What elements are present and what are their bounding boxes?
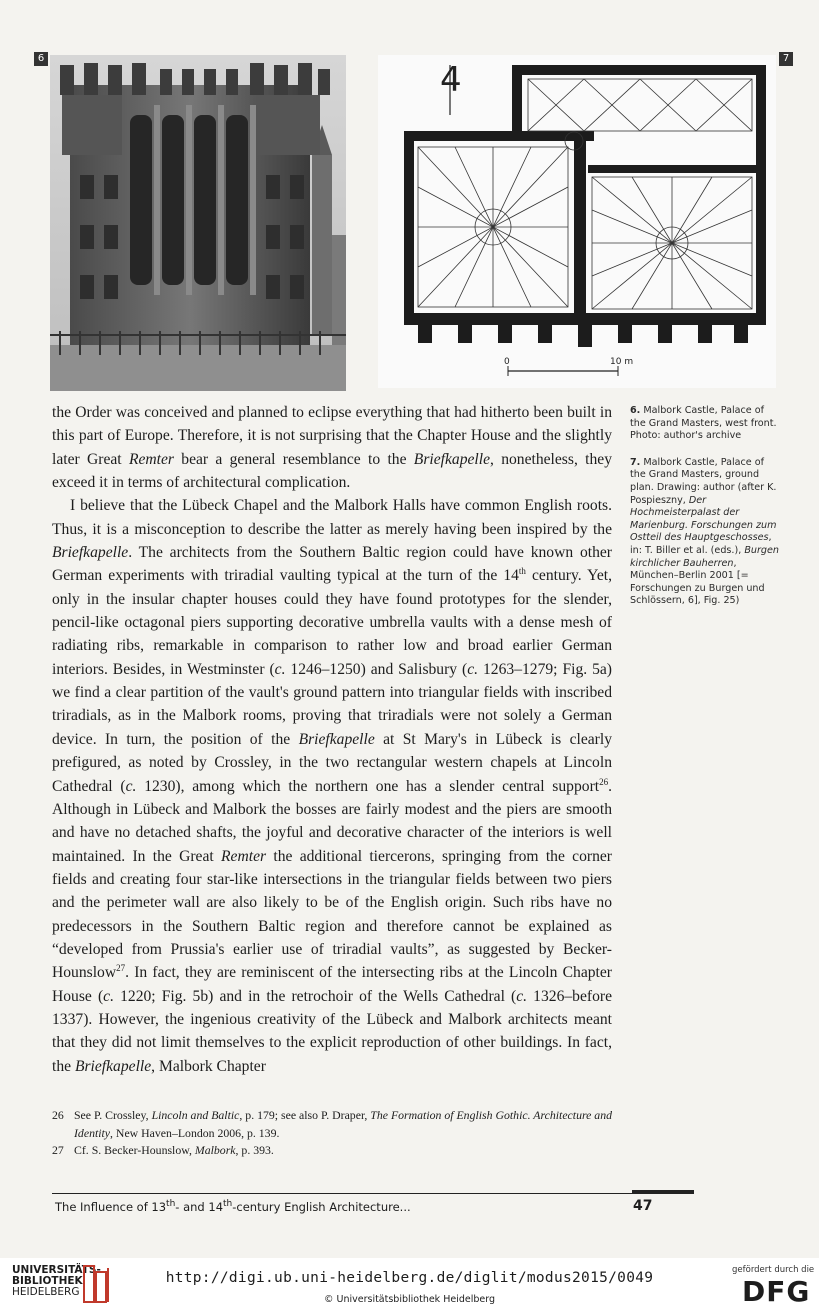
caption-text: , in: T. Biller et al. (eds.), [630,532,772,556]
copyright-notice: © Universitätsbibliothek Heidelberg [323,1294,495,1305]
library-name-line: BIBLIOTHEK [12,1275,83,1287]
footnote-text: See P. Crossley, Lincoln and Baltic, p. 179; see also P. Draper, The Formation of English Gothic. Architecture and Identity, New Haven–London 2006, p. 139. [74,1108,613,1140]
caption-text: Malbork Castle, Palace of the Grand Masters, ground plan. Drawing: author (after K. Pospieszny, [630,456,777,506]
figure-6-badge: 6 [34,52,48,66]
figure-7-badge: 7 [779,52,793,66]
caption-number: 6. [630,405,641,416]
scale-ten-label: 10 m [610,357,634,367]
funding-note: gefördert durch die [732,1265,815,1275]
caption-text: , München–Berlin 2001 [= Forschungen zu Burgen und Schlössern, 6], Fig. 25) [630,557,765,607]
paragraph-1: the Order was conceived and planned to eclipse everything that had hitherto been built in this part of Europe. Therefore, it is not surprising that the Chapter House and the slightly later Great Remter bear a general resemblance to the Briefkapelle, nonetheless, they exceed it in terms of architectural complication. [52,404,612,492]
footer-rule-accent [632,1190,694,1193]
footnote-ref-27[interactable]: 27 [116,963,126,974]
running-footer-title: The Influence of 13th- and 14th-century English Architecture... [55,1199,411,1214]
footnote-26 [52,1107,612,1142]
caption-title-italic: Burgen kirchlicher Bauherren [630,544,779,569]
footnotes [52,1107,612,1160]
caption-fig-7 [630,457,780,608]
footnote-number: 27 [52,1143,64,1157]
library-city: HEIDELBERG [12,1286,80,1298]
north-arrow-label: 4 [440,60,462,100]
ground-plan-drawing [378,55,776,388]
footnote-27 [52,1142,612,1160]
scale-zero-label: 0 [504,357,510,367]
paragraph-2: I believe that the Lübeck Chapel and the Malbork Halls have common English roots. Thus, it is a misconception to describe the latter as merely having been inspired by the Briefkapelle. The architects from the Southern Baltic region could have known other German experiments with triradial vaulting typical at the turn of the 14th century. Yet, only in the insular chapter houses could they have found prototypes for the slender, pencil-like octagonal piers supporting decorative umbrella vaults with a dense mesh of radiating ribs, remarkable in comparison to rather low and broad earlier German interiors. Besides, in Westminster (c. 1246–1250) and Salisbury (c. 1263–1279; Fig. 5a) we find a clear partition of the vault's ground pattern into triangular fields with inscribed triradials, as in the Malbork rooms, proving that triradials were not solely a German device. In turn, the position of the Briefkapelle at St Mary's in Lübeck is clearly prefigured, as noted by Crossley, in the two rectangular western chapels at Lincoln Cathedral (c. 1230), among which the northern one has a slender central support$^{26}$. Although in Lübeck and Malbork the bosses are fairly modest and the piers are smooth and have no detached shafts, the joyful and decorative character of the interiors is well maintained. In the Great Remter the additional tiercerons, springing from the corner fields and creating four star-like intersections in the triangular fields between two piers and the perimeter wall are also likely to be of the English origin. Such ribs have no predecessors in the Southern Baltic region and therefore cannot be explained as “developed from Prussia's earlier use of triradial vaults”, as suggested by Becker-Hounslow$^{27}$. In fact, they are reminiscent of the intersecting ribs at the Lincoln Chapter House (c. 1220; Fig. 5b) and in the retrochoir of the Wells Cathedral (c. 1326–before 1337). However, the ingenious creativity of the Lübeck and Malbork architects meant that they did not limit themselves to the explicit reproduction of other buildings. In fact, the Briefkapelle, Malbork Chapter [52,497,613,1075]
caption-title-italic: Der Hochmeisterpalast der Marienburg. Forschungen zum Ostteil des Hauptgeschosses [630,494,777,544]
library-bar [0,1258,819,1314]
footnote-ref-26[interactable]: 26 [599,776,609,787]
main-body-text [52,401,612,1078]
footnote-number: 26 [52,1108,64,1122]
caption-fig-6 [630,405,780,443]
library-name-line: UNIVERSITÄTS- [12,1264,101,1276]
figure-captions [630,405,780,618]
caption-number: 7. [630,456,641,468]
page-number: 47 [633,1198,653,1214]
footer-rule [52,1193,694,1194]
permalink-url[interactable]: http://digi.ub.uni-heidelberg.de/diglit/modus2015/0049 [165,1270,654,1286]
castle-photo [50,55,346,391]
footnote-text: Cf. S. Becker-Hounslow, Malbork, p. 393. [74,1143,274,1157]
caption-text: Malbork Castle, Palace of the Grand Masters, west front. Photo: author's archive [630,405,777,442]
dfg-logo[interactable]: DFG [742,1275,811,1308]
